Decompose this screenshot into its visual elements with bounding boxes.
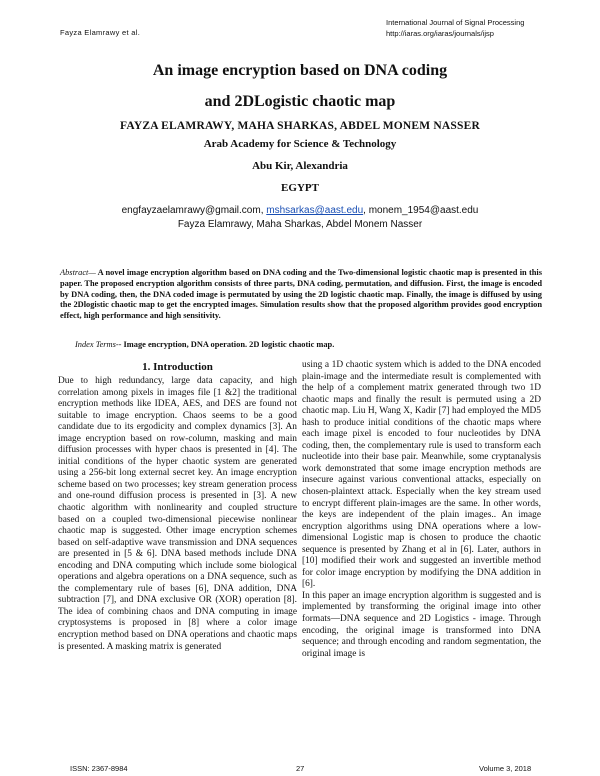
footer-volume: Volume 3, 2018 bbox=[479, 764, 532, 773]
author-emails bbox=[0, 205, 600, 216]
index-terms bbox=[75, 340, 334, 349]
running-header-author: Fayza Elamrawy et al. bbox=[60, 28, 141, 37]
paper-title-line-2: and 2DLogistic chaotic map bbox=[204, 93, 396, 110]
country: EGYPT bbox=[281, 182, 319, 194]
author-names: Fayza Elamrawy, Maha Sharkas, Abdel Monem Nasser bbox=[177, 219, 423, 230]
journal-url[interactable]: http://iaras.org/iaras/journals/ijsp bbox=[386, 29, 494, 38]
abstract-text: A novel image encryption algorithm based on DNA coding and the Two-dimensional logistic chaotic map is presented in this paper. The proposed encryption algorithm consists of three parts, DNA coding, permutation, and diffusion. First, the image is encoded by DNA coding, then, the DNA coded image is permutated by using the 2D logistic chaotic map. Finally, the image is diffused by using the 2Dlogistic chaotic map to get the encrypted images. Simulation results show that the proposed algorithm provides good encryption effect, high performance and high sensitivity. bbox=[60, 268, 542, 321]
footer-issn: ISSN: 2367-8984 bbox=[70, 764, 128, 773]
city: Abu Kir, Alexandria bbox=[252, 160, 348, 172]
email-link[interactable]: mshsarkas@aast.edu bbox=[266, 205, 364, 216]
intro-paragraph-1: Due to high redundancy, large data capacity, and high correlation among pixels in images file [1 &2] the traditional encryption methods like IDEA, AES, and DES are found not suitable to image encryption. Chaos seems to be a good candidate due to its ergodicity and complex dynamics [3]. An image encryption based on row-column, masking and main diffusion processes with hyper chaos is presented in [4]. The initial conditions of the hyper chaotic system are generated using a 256-bit long external secret key. An image encryption scheme based on two processes; key stream generation process and one-round diffusion process is presented in [3]. A new chaotic algorithm with nonlinearity and coupled structure based on a coupled two-dimensional piecewise nonlinear chaotic map is suggested. Other image encryption schemes based on self-adaptive wave transmission and DNA sequences are presented in [5 & 6]. DNA based methods include DNA encoding and DNA computing which include some biological operations and algebra operations on a DNA sequence, such as the complementary rule of bases [6], DNA addition, DNA subtraction [7], and DNA exclusive OR (XOR) operation [8]. The idea of combining chaos and DNA computing in image cryptosystems is proposed in [8] where a color image encryption method based on DNA operations and chaotic maps is presented. A masking matrix is generated bbox=[58, 376, 297, 652]
running-header-journal bbox=[386, 17, 524, 39]
index-terms-text: Image encryption, DNA operation. 2D logistic chaotic map. bbox=[121, 340, 335, 349]
left-column bbox=[58, 360, 297, 653]
email-3: , monem_1954@aast.edu bbox=[363, 205, 479, 216]
paper-title-line-1: An image encryption based on DNA coding bbox=[152, 62, 448, 79]
right-column bbox=[302, 360, 541, 660]
abstract bbox=[60, 268, 542, 322]
email-1: engfayzaelamrawy@gmail.com, bbox=[121, 205, 267, 216]
intro-paragraph-2: using a 1D chaotic system which is added to the DNA encoded plain-image and the intermediate result is complemented with the help of a complement matrix generated through two 1D chaotic maps and finally the result is permuted using a 2D chaotic map. Liu H, Wang X, Kadir [7] had employed the MD5 hash to produce initial conditions of the chaotic maps where each image pixel is encoded to four nucleotides by DNA coding, then, the complementary rule is used to transform each nucleotide into their base pair. Meanwhile, some cryptanalysis work demonstrated that some image encryption methods are insecure against various conventional attacks, especially on chosen-plaintext attack. Especially when the key stream used to encrypt different plain-images are the same. In other words, the keys are independent of the plain images.. An image encryption algorithms using DNA operations where a low-dimensional Logistic map is chosen to produce the chaotic sequence is presented by Zhang et al in [6]. Later, authors in [10] modified their work and suggested an invertible method for color image encryption by modifying the DNA addition in [6]. bbox=[302, 360, 541, 590]
intro-paragraph-3: In this paper an image encryption algorithm is suggested and is implemented by transforming the original image into other formats—DNA sequence and 2D Logistics - image. Through encoding, the original image is transformed into DNA sequence; and through encoding and random segmentation, the original image is bbox=[302, 590, 541, 659]
footer-page-number: 27 bbox=[296, 764, 305, 773]
index-terms-label: Index Terms-- bbox=[75, 340, 122, 349]
section-heading-introduction: 1. Introduction bbox=[142, 361, 213, 373]
affiliation: Arab Academy for Science & Technology bbox=[203, 138, 397, 150]
journal-name: International Journal of Signal Processing bbox=[386, 18, 525, 27]
abstract-label: Abstract— bbox=[60, 268, 96, 277]
author-list: FAYZA ELAMRAWY, MAHA SHARKAS, ABDEL MONEM NASSER bbox=[120, 120, 480, 132]
